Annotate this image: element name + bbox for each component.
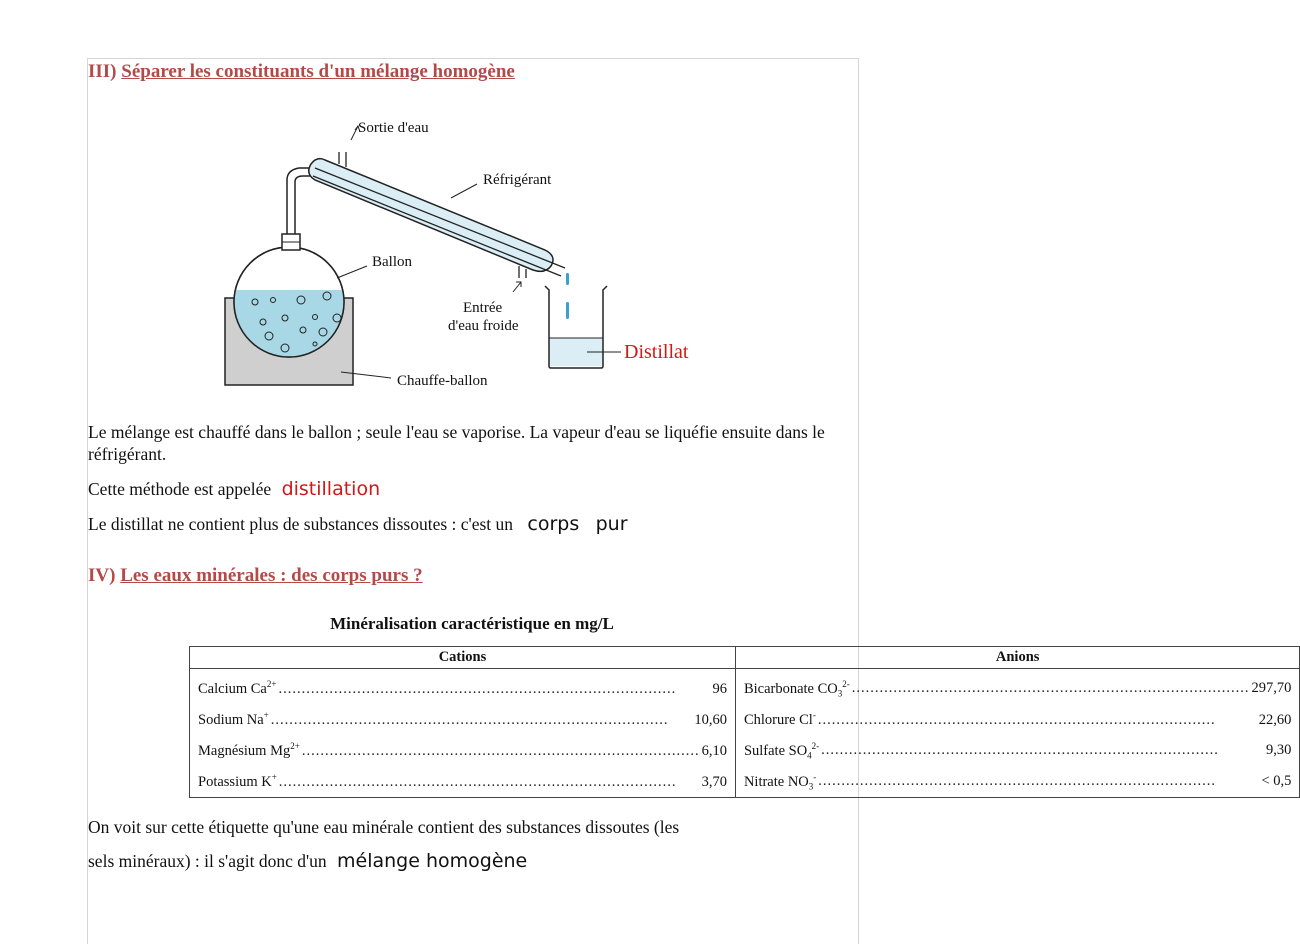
paragraph-method	[88, 478, 848, 500]
anion-name: Nitrate $NO_3^-$	[743, 771, 817, 792]
table-row	[190, 704, 1300, 735]
method-answer: distillation	[281, 478, 381, 500]
label-water-in-1: Entrée	[463, 300, 503, 316]
cation-name: Calcium $Ca^{2+}$	[198, 679, 277, 697]
cation-value: 3,70	[701, 773, 727, 790]
leader-dots	[818, 712, 1257, 729]
label-water-in-2: d'eau froide	[448, 318, 519, 334]
anion-value: 22,60	[1258, 711, 1292, 728]
method-prefix: Cette méthode est appelée	[88, 479, 272, 499]
paragraph-distillation-explanation: Le mélange est chauffé dans le ballon ; seule l'eau se vaporise. La vapeur d'eau se liquéfie ensuite dans le réfrigérant.	[88, 422, 825, 464]
conclusion-prefix: sels minéraux) : il s'agit donc d'un	[88, 851, 327, 871]
anion-value: < 0,5	[1261, 773, 1292, 790]
cation-value: 10,60	[694, 711, 727, 728]
leader-dots	[821, 742, 1264, 759]
label-water-out: Sortie d'eau	[358, 120, 429, 136]
anion-name: Sulfate $SO_4^{2-}$	[743, 740, 820, 761]
leader-dots	[818, 773, 1259, 790]
anion-cell	[735, 669, 1299, 705]
anion-cell	[735, 704, 1299, 735]
cation-cell	[190, 669, 736, 705]
conclusion-line-2	[88, 850, 848, 872]
anion-value: 297,70	[1251, 680, 1292, 697]
section-3-number: III)	[88, 61, 117, 82]
anion-name: Bicarbonate $CO_3^{2-}$	[743, 678, 850, 699]
section-4-heading	[88, 565, 423, 587]
table-row	[190, 766, 1300, 798]
header-cations: Cations	[190, 647, 736, 669]
distillation-diagram	[215, 110, 715, 395]
section-4-number: IV)	[88, 565, 116, 586]
label-distillate: Distillat	[624, 341, 689, 363]
conclusion-line-1: On voit sur cette étiquette qu'une eau minérale contient des substances dissoutes (les	[88, 817, 680, 837]
conclusion-answer: mélange homogène	[337, 850, 528, 872]
label-flask: Ballon	[372, 254, 412, 270]
mineral-table	[189, 646, 1300, 798]
cation-value: 6,10	[701, 742, 727, 759]
anion-cell	[735, 766, 1299, 798]
pure-answer-2: pur	[595, 513, 628, 535]
pure-prefix: Le distillat ne contient plus de substances dissoutes : c'est un	[88, 514, 514, 534]
header-anions: Anions	[735, 647, 1299, 669]
cation-name: Potassium K+	[198, 772, 277, 790]
condenser	[309, 152, 565, 278]
leader-dots	[271, 712, 693, 729]
section-3-title: Séparer les constituants d'un mélange homogène	[121, 61, 515, 82]
cation-name: Magnésium $Mg^{2+}$	[198, 741, 300, 759]
table-row	[190, 669, 1300, 705]
cation-cell	[190, 766, 736, 798]
paragraph-pure-body	[88, 513, 848, 535]
mineral-table-title: Minéralisation caractéristique en mg/L	[330, 614, 614, 633]
distillate-drops	[566, 273, 569, 319]
cation-name: Sodium Na+	[198, 710, 269, 728]
leader-dots	[279, 774, 700, 791]
cation-cell	[190, 704, 736, 735]
label-heater: Chauffe-ballon	[397, 373, 488, 389]
section-3-heading	[88, 61, 515, 83]
label-condenser: Réfrigérant	[483, 172, 552, 188]
leader-dots	[852, 680, 1250, 697]
leader-dots	[302, 743, 700, 760]
pure-answer-1: corps	[527, 513, 580, 535]
table-row	[190, 735, 1300, 766]
section-4-title: Les eaux minérales : des corps purs ?	[120, 565, 423, 586]
anion-cell	[735, 735, 1299, 766]
leader-dots	[278, 681, 710, 698]
anion-value: 9,30	[1266, 742, 1292, 759]
beaker	[545, 286, 607, 368]
cation-value: 96	[712, 680, 727, 697]
anion-name: Chlorure Cl-	[743, 710, 816, 728]
cation-cell	[190, 735, 736, 766]
